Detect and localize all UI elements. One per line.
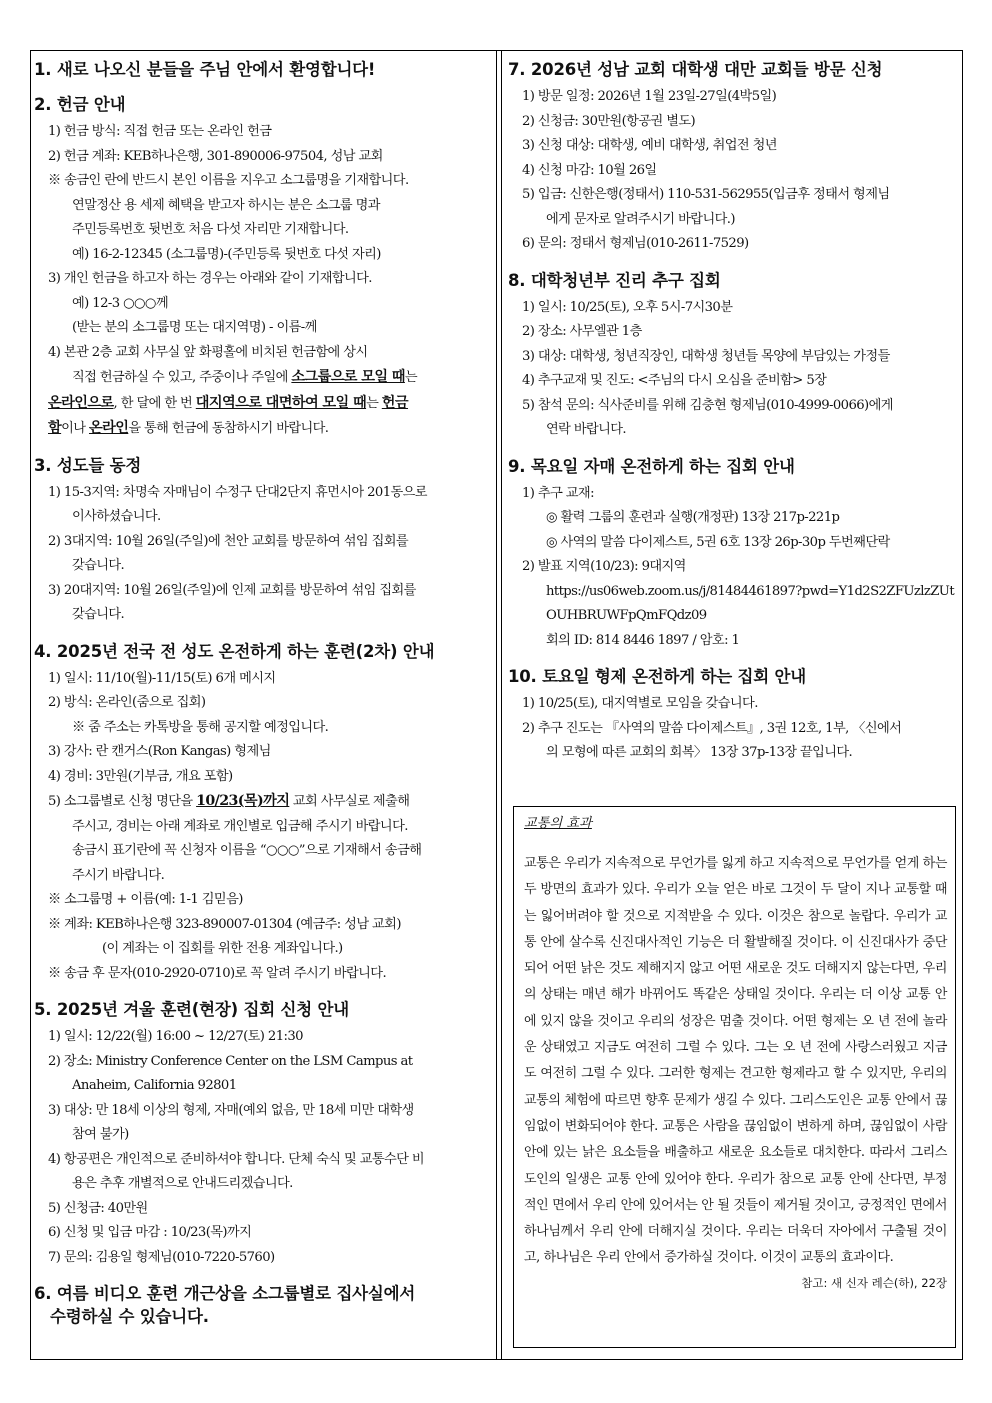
fellowship-effect-box xyxy=(513,806,956,1348)
offering-note-3: 주민등록번호 뒷번호 처음 다섯 자리만 기재합니다. xyxy=(72,222,349,237)
section-10 xyxy=(508,665,958,766)
training-apply: 5) 소그룹별로 신청 명단을 10/23(목)까지 교회 사무실로 제출해 xyxy=(48,793,410,809)
zoom-link[interactable]: https://us06web.zoom.us/j/81484461897?pwd=Y1d2S2ZFUzlzZUtOUHBRUWFpQmFQdz09 xyxy=(546,583,955,623)
section-4 xyxy=(34,640,486,987)
section-8 xyxy=(508,269,958,443)
box-body: 교통은 우리가 지속적으로 무언가를 잃게 하고 지속적으로 무언가를 얻게 하는 두 방면의 효과가 있다. 우리가 오늘 얻은 바로 그것이 두 달이 지나 교통할 때는 잃어버려야 할 것으로 지적받을 수 있다. 이것은 참으로 놀랍다. 우리가 교통 안에 살수록 신진대사적인 기능은 더 활발해질 것이다. 이 신진대사가 중단되어 어떤 낡은 것도 제해지지 않고 어떤 새로운 것도 더해지지 않는다면, 우리의 상태는 매년 해가 바뀌어도 똑같은 상태일 것이다. 우리는 더 이상 교통 안에 있지 않을 것이고 우리의 성장은 멈출 것이다. 어떤 형제는 오 년 전에 놀라운 상태였고 지금도 여전히 그럴 수 있다. 그는 오 년 전에 사랑스러웠고 지금도 여전히 그럴 수 있다. 그러한 형제는 견고한 형제라고 할 수 있지만, 우리의 교통의 체험에 따르면 향후 문제가 생길 수 있다. 그리스도인은 교통 안에서 끊임없이 변화되어야 한다. 교통은 사람을 끊임없이 변하게 하며, 끊임없이 사람 안에 있는 낡은 요소들을 배출하고 새로운 요소들로 대치한다. 따라서 그리스도인의 일생은 교통 안에 있어야 한다. 우리가 참으로 교통 안에 산다면, 부정적인 면에서 우리 안에 있어서는 안 될 것들이 제거될 것이고, 긍정적인 면에서 하나님께서 우리 안에 더해지실 것이다. 우리는 더욱더 자아에서 구출될 것이고, 하나님은 우리 안에서 증가하실 것이다. 이것이 교통의 효과이다. xyxy=(524,856,947,1266)
news-2: 2) 3대지역: 10월 26일(주일)에 천안 교회를 방문하여 섞임 집회를 xyxy=(48,533,409,549)
offering-box-line-1: 4) 본관 2층 교회 사무실 앞 화평홀에 비치된 헌금함에 상시 xyxy=(48,344,368,360)
youth-date: 1) 일시: 10/25(토), 오후 5시-7시30분 xyxy=(522,299,733,315)
section-6-title-2: 수령하실 수 있습니다. xyxy=(50,1307,209,1326)
zoom-meeting-id: 회의 ID: 814 8446 1897 / 암호: 1 xyxy=(546,632,740,648)
brothers-progress: 2) 추구 진도는 『사역의 말씀 다이제스트』, 3권 12호, 1부, 〈신에서 xyxy=(522,720,902,736)
visit-target: 3) 신청 대상: 대학생, 예비 대학생, 취업전 청년 xyxy=(522,138,777,153)
youth-contact: 5) 참석 문의: 식사준비를 위해 김충현 형제님(010-4999-0066)에게 xyxy=(522,397,893,413)
training-cost: 4) 경비: 3만원(기부금, 개요 포함) xyxy=(48,768,233,784)
section-4-title: 4. 2025년 전국 전 성도 온전하게 하는 훈련(2차) 안내 xyxy=(34,641,435,661)
section-7-title: 7. 2026년 성남 교회 대학생 대만 교회들 방문 신청 xyxy=(508,60,883,79)
news-1-cont: 이사하셨습니다. xyxy=(72,509,161,524)
visit-fee: 2) 신청금: 30만원(항공권 별도) xyxy=(522,113,696,129)
column-divider xyxy=(496,50,502,1360)
offering-box-line-4: 함이나 온라인을 통해 헌금에 동참하시기 바랍니다. xyxy=(48,420,329,436)
training-zoom-note: ※ 줌 주소는 카톡방을 통해 공지할 예정입니다. xyxy=(72,719,329,735)
winter-target-2: 참여 불가) xyxy=(72,1127,129,1142)
section-9-title: 9. 목요일 자매 온전하게 하는 집회 안내 xyxy=(508,456,795,476)
winter-date: 1) 일시: 12/22(월) 16:00 ~ 12/27(토) 21:30 xyxy=(48,1029,303,1044)
news-2-cont: 갖습니다. xyxy=(72,558,125,573)
sisters-material: 1) 추구 교재: xyxy=(522,485,594,501)
training-apply-3: 송금시 표기란에 꼭 신청자 이름을 “○○○”으로 기재해서 송금해 xyxy=(72,843,422,858)
visit-payment: 5) 입금: 신한은행(정태서) 110-531-562955(입금후 정태서 형제님 xyxy=(522,187,890,202)
box-reference: 참고: 새 신자 레슨(하), 22장 xyxy=(801,1275,947,1290)
training-apply-4: 주시기 바랍니다. xyxy=(72,867,165,883)
training-speaker: 3) 강사: 란 캔거스(Ron Kangas) 형제님 xyxy=(48,744,271,759)
training-method: 2) 방식: 온라인(줌으로 집회) xyxy=(48,695,206,710)
right-column xyxy=(508,56,958,778)
winter-place-2: Anaheim, California 92801 xyxy=(72,1078,237,1093)
section-1-title: 1. 새로 나오신 분들을 주님 안에서 환영합니다! xyxy=(34,60,376,79)
news-3: 3) 20대지역: 10월 26일(주일)에 인제 교회를 방문하여 섞임 집회를 xyxy=(48,582,416,598)
offering-box-line-2: 직접 헌금하실 수 있고, 주중이나 주일에 소그룹으로 모일 때는 xyxy=(72,369,418,385)
winter-flight-2: 용은 추후 개별적으로 안내드리겠습니다. xyxy=(72,1176,293,1191)
winter-flight: 4) 항공편은 개인적으로 준비하셔야 합니다. 단체 숙식 및 교통수단 비 xyxy=(48,1151,425,1167)
winter-contact: 7) 문의: 김용일 형제님(010-7220-5760) xyxy=(48,1249,275,1265)
youth-place: 2) 장소: 사무엘관 1층 xyxy=(522,324,642,339)
training-note-3: (이 계좌는 이 집회를 위한 전용 계좌입니다.) xyxy=(102,941,343,956)
winter-deadline: 6) 신청 및 입금 마감 : 10/23(목)까지 xyxy=(48,1225,252,1240)
training-note-1: ※ 소그룹명 + 이름(예: 1-1 김믿음) xyxy=(48,892,243,907)
offering-box-line-3: 온라인으로, 한 달에 한 번 대지역으로 대면하여 모일 때는 헌금 xyxy=(48,394,409,411)
section-7 xyxy=(508,58,958,257)
personal-offering: 3) 개인 헌금을 하고자 하는 경우는 아래와 같이 기재합니다. xyxy=(48,271,372,286)
offering-note-4: 예) 16-2-12345 (소그룹명)-(주민등록 뒷번호 다섯 자리) xyxy=(72,246,381,262)
winter-place: 2) 장소: Ministry Conference Center on the LSM Campus at xyxy=(48,1053,413,1069)
youth-target: 3) 대상: 대학생, 청년직장인, 대학생 청년들 목양에 부담있는 가정들 xyxy=(522,348,890,364)
visit-deadline: 4) 신청 마감: 10월 26일 xyxy=(522,162,657,178)
sisters-material-1: ◎ 활력 그룹의 훈련과 실행(개정판) 13장 217p-221p xyxy=(546,510,840,525)
section-6 xyxy=(34,1282,486,1328)
visit-payment-2: 에게 문자로 알려주시기 바랍니다.) xyxy=(546,211,735,227)
youth-material: 4) 추구교재 및 진도: <주님의 다시 오심을 준비함> 5장 xyxy=(522,373,827,388)
sisters-material-2: ◎ 사역의 말씀 다이제스트, 5권 6호 13장 26p-30p 두번째단락 xyxy=(546,534,890,550)
offering-note-2: 연말정산 용 세제 혜택을 받고자 하시는 분은 소그룹 명과 xyxy=(72,197,380,213)
section-10-title: 10. 토요일 형제 온전하게 하는 집회 안내 xyxy=(508,667,806,686)
offering-note-1: ※ 송금인 란에 반드시 본인 이름을 지우고 소그룹명을 기재합니다. xyxy=(48,173,409,188)
news-3-cont: 갖습니다. xyxy=(72,607,125,622)
training-note-2: ※ 계좌: KEB하나은행 323-890007-01304 (예금주: 성남 교회) xyxy=(48,916,401,932)
news-1: 1) 15-3지역: 차명숙 자매님이 수정구 단대2단지 휴먼시아 201동으로 xyxy=(48,484,427,500)
offering-account: 2) 헌금 계좌: KEB하나은행, 301-890006-97504, 성남 교회 xyxy=(48,148,383,164)
box-title: 교통의 효과 xyxy=(524,816,592,831)
personal-offering-example: 예) 12-3 ○○○께 xyxy=(72,295,168,311)
section-1 xyxy=(34,58,486,81)
visit-contact: 6) 문의: 정태서 형제님(010-2611-7529) xyxy=(522,236,749,251)
winter-target: 3) 대상: 만 18세 이상의 형제, 자매(예외 없음, 만 18세 미만 대학생 xyxy=(48,1102,414,1118)
section-3-title: 3. 성도들 동정 xyxy=(34,455,142,475)
offering-method: 1) 헌금 방식: 직접 헌금 또는 온라인 헌금 xyxy=(48,124,272,139)
section-6-title: 6. 여름 비디오 훈련 개근상을 소그룹별로 집사실에서 xyxy=(34,1284,416,1303)
personal-offering-format: (받는 분의 소그룹명 또는 대지역명) - 이름-께 xyxy=(72,320,317,335)
training-date: 1) 일시: 11/10(월)-11/15(토) 6개 메시지 xyxy=(48,670,276,686)
section-5 xyxy=(34,998,486,1270)
winter-fee: 5) 신청금: 40만원 xyxy=(48,1200,148,1216)
brothers-meeting: 1) 10/25(토), 대지역별로 모임을 갖습니다. xyxy=(522,696,758,711)
section-9 xyxy=(508,455,958,654)
section-2 xyxy=(34,93,486,442)
section-8-title: 8. 대학청년부 진리 추구 집회 xyxy=(508,270,721,290)
training-note-4: ※ 송금 후 문자(010-2920-0710)로 꼭 알려 주시기 바랍니다. xyxy=(48,965,387,981)
training-apply-2: 주시고, 경비는 아래 계좌로 개인별로 입금해 주시기 바랍니다. xyxy=(72,818,408,834)
youth-contact-2: 연락 바랍니다. xyxy=(546,422,627,437)
section-3 xyxy=(34,454,486,628)
section-2-title: 2. 헌금 안내 xyxy=(34,95,126,114)
section-5-title: 5. 2025년 겨울 훈련(현장) 집회 신청 안내 xyxy=(34,1000,350,1019)
visit-schedule: 1) 방문 일정: 2026년 1월 23일-27일(4박5일) xyxy=(522,89,777,104)
left-column xyxy=(34,56,486,1340)
brothers-progress-2: 의 모형에 따른 교회의 회복〉 13장 37p-13장 끝입니다. xyxy=(546,745,853,760)
sisters-presenter: 2) 발표 지역(10/23): 9대지역 xyxy=(522,559,686,574)
